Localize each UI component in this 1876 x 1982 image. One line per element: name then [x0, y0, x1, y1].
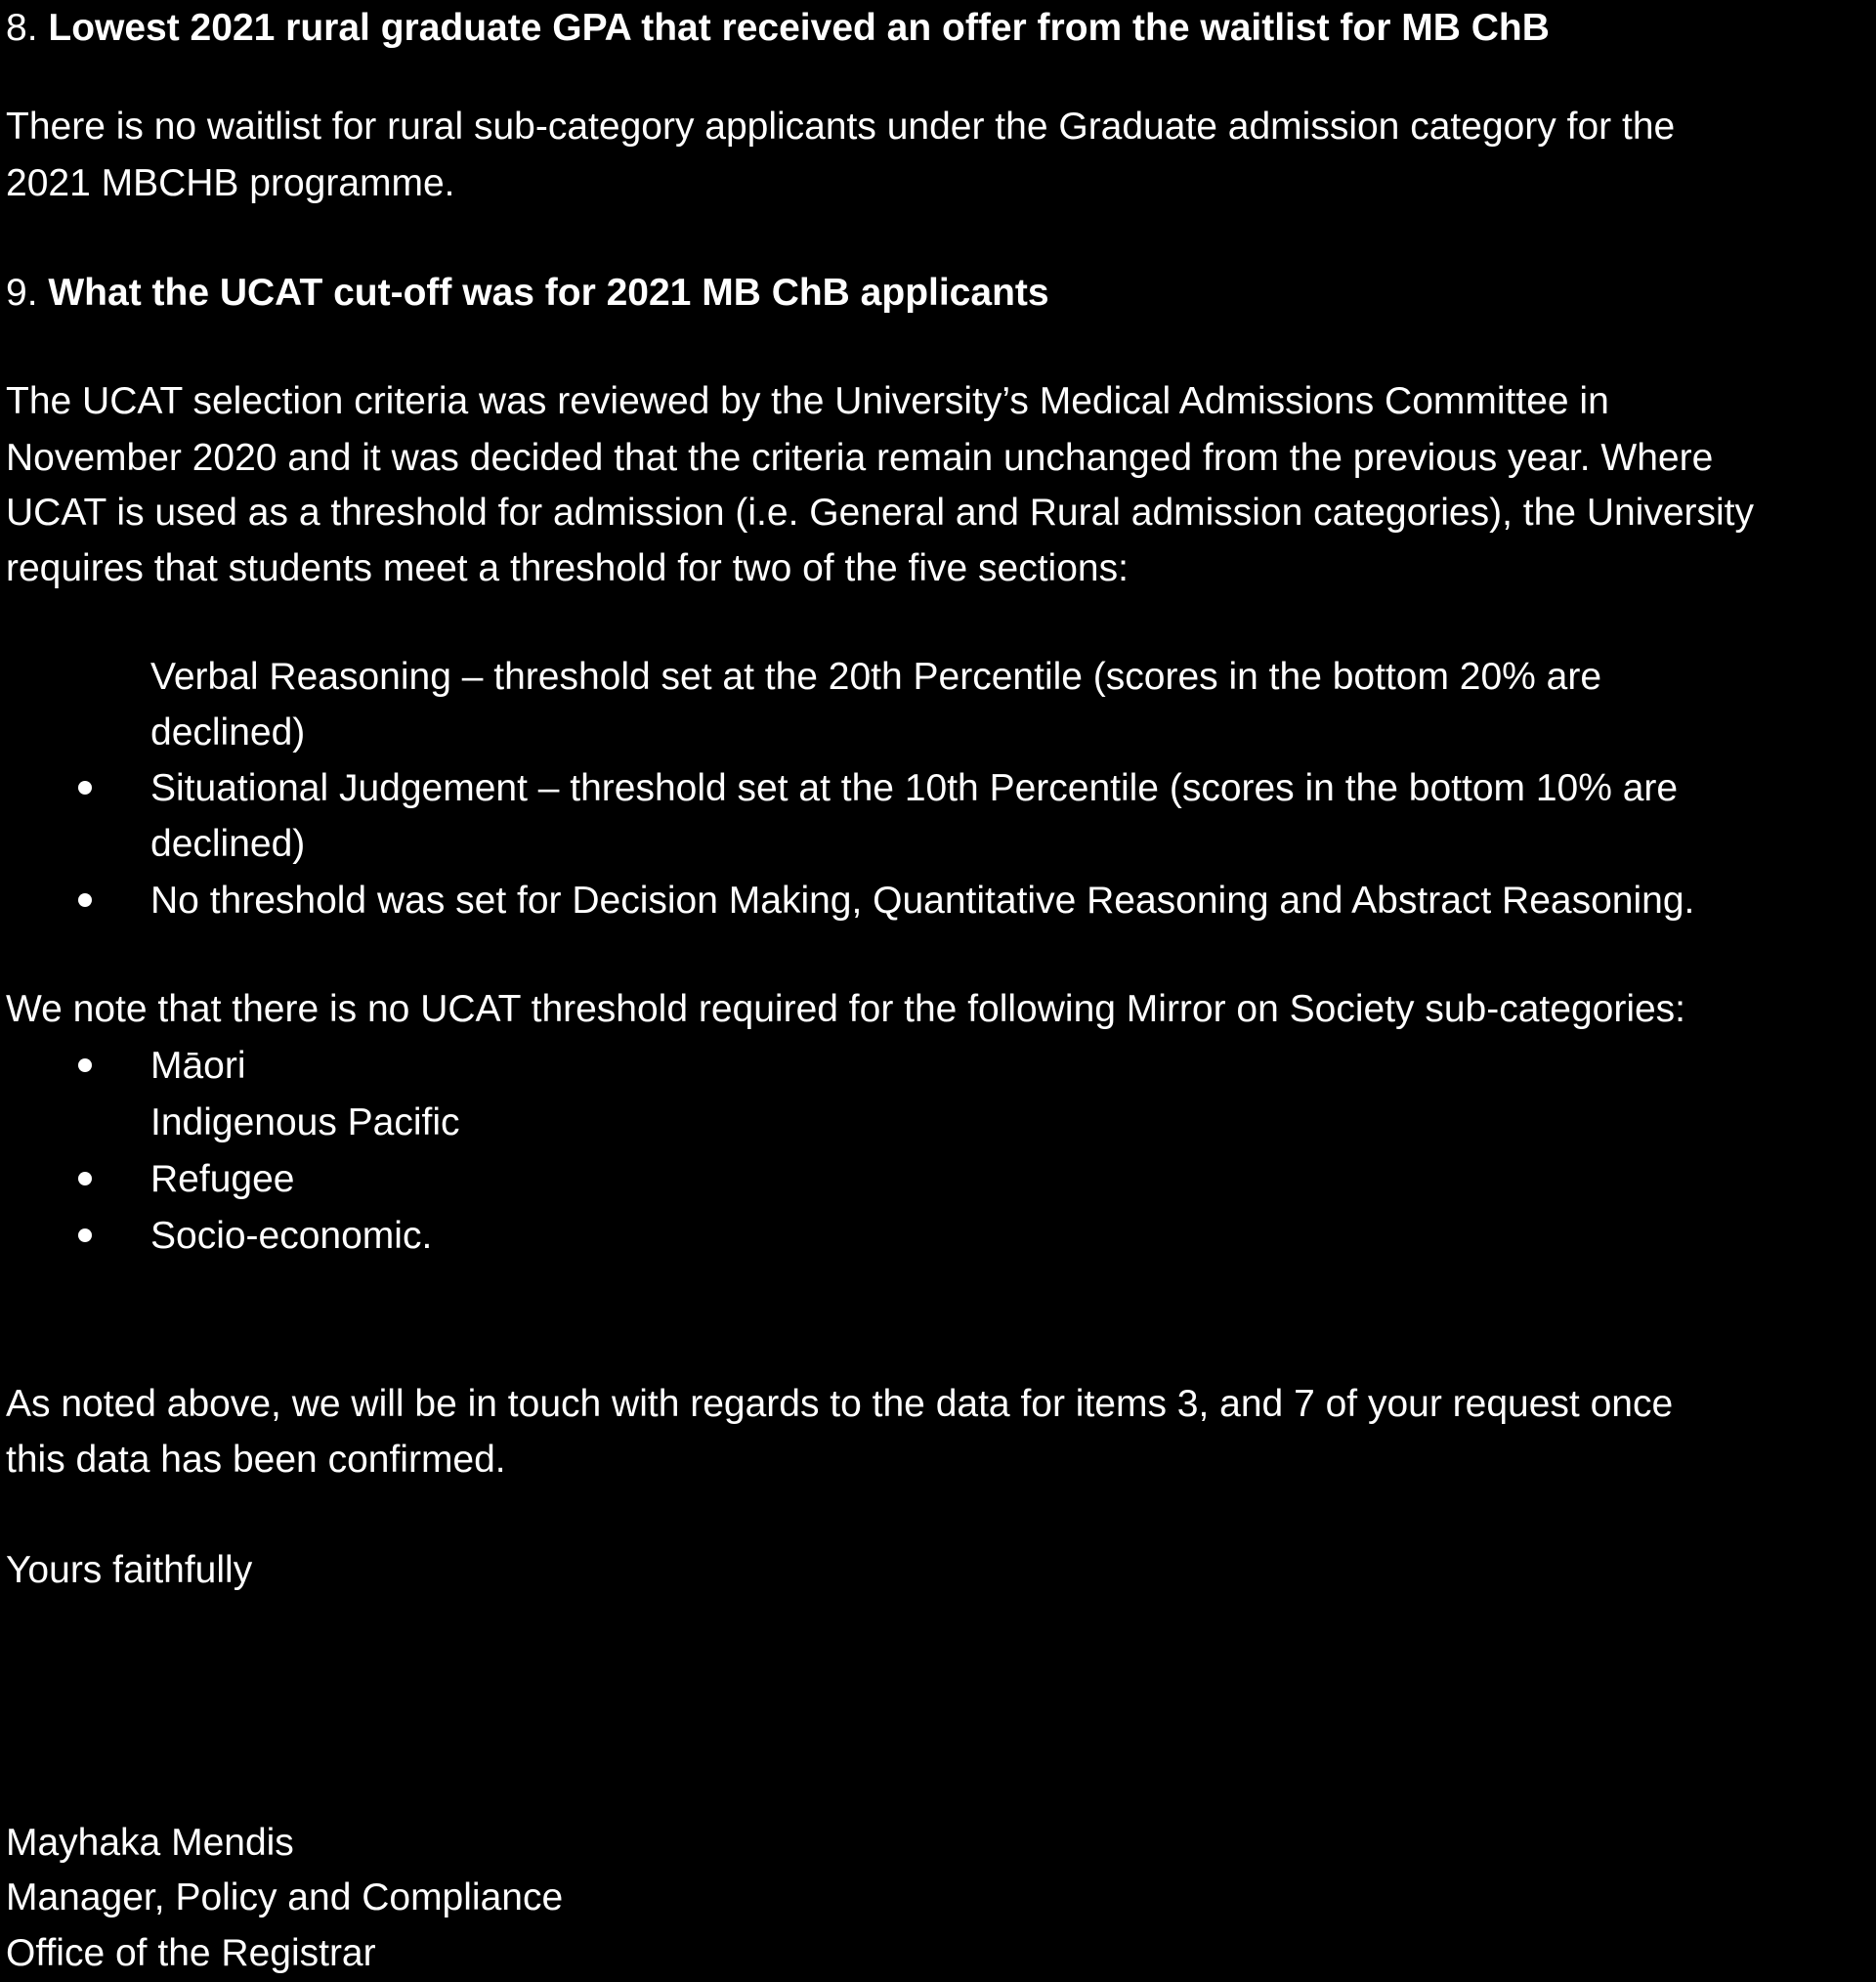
signatory-name: Mayhaka Mendis — [6, 1822, 294, 1864]
section-8-body-line-2: 2021 MBCHB programme. — [6, 162, 455, 204]
section-8-heading — [6, 0, 1550, 57]
section-9-body-line-3: UCAT is used as a threshold for admission (i.e. General and Rural admission categories), the University — [6, 492, 1755, 534]
section-9-title: What the UCAT cut-off was for 2021 MB ChB applicants — [48, 272, 1049, 314]
bullet-icon — [78, 781, 92, 795]
threshold-item-text: declined) — [150, 711, 306, 754]
mirror-item-text: Māori — [150, 1045, 246, 1087]
section-9-number: 9. — [6, 272, 38, 314]
bullet-icon — [78, 893, 92, 907]
section-9-body-line-1: The UCAT selection criteria was reviewed by the University’s Medical Admissions Committee in — [6, 380, 1609, 422]
mirror-item-text: Refugee — [150, 1158, 295, 1200]
bullet-icon — [78, 1172, 92, 1185]
bullet-icon — [78, 1058, 92, 1072]
threshold-item-text: No threshold was set for Decision Making, Quantitative Reasoning and Abstract Reasoning. — [150, 880, 1695, 922]
mirror-intro: We note that there is no UCAT threshold required for the following Mirror on Society sub-categories: — [6, 988, 1686, 1030]
closing-line-2: this data has been confirmed. — [6, 1439, 506, 1481]
mirror-item-text: Indigenous Pacific — [150, 1101, 460, 1143]
threshold-item-text: declined) — [150, 823, 306, 865]
section-9-body-line-4: requires that students meet a threshold for two of the five sections: — [6, 547, 1129, 589]
section-9-body-line-2: November 2020 and it was decided that the criteria remain unchanged from the previous year. Where — [6, 437, 1714, 479]
section-8-title: Lowest 2021 rural graduate GPA that received an offer from the waitlist for MB ChB — [48, 7, 1550, 49]
signatory-title: Manager, Policy and Compliance — [6, 1876, 564, 1918]
section-8-number: 8. — [6, 7, 38, 49]
signoff: Yours faithfully — [6, 1549, 253, 1591]
closing-line-1: As noted above, we will be in touch with regards to the data for items 3, and 7 of your request once — [6, 1383, 1674, 1425]
threshold-item-text: Situational Judgement – threshold set at the 10th Percentile (scores in the bottom 10% are — [150, 767, 1679, 809]
threshold-item-text: Verbal Reasoning – threshold set at the 20th Percentile (scores in the bottom 20% are — [150, 656, 1602, 698]
document-page — [6, 0, 1874, 1974]
section-9-heading — [6, 265, 1049, 322]
mirror-item-text: Socio-economic. — [150, 1215, 433, 1257]
signatory-office: Office of the Registrar — [6, 1932, 376, 1974]
bullet-icon — [78, 1228, 92, 1242]
section-8-body-line-1: There is no waitlist for rural sub-category applicants under the Graduate admission category for the — [6, 106, 1676, 148]
